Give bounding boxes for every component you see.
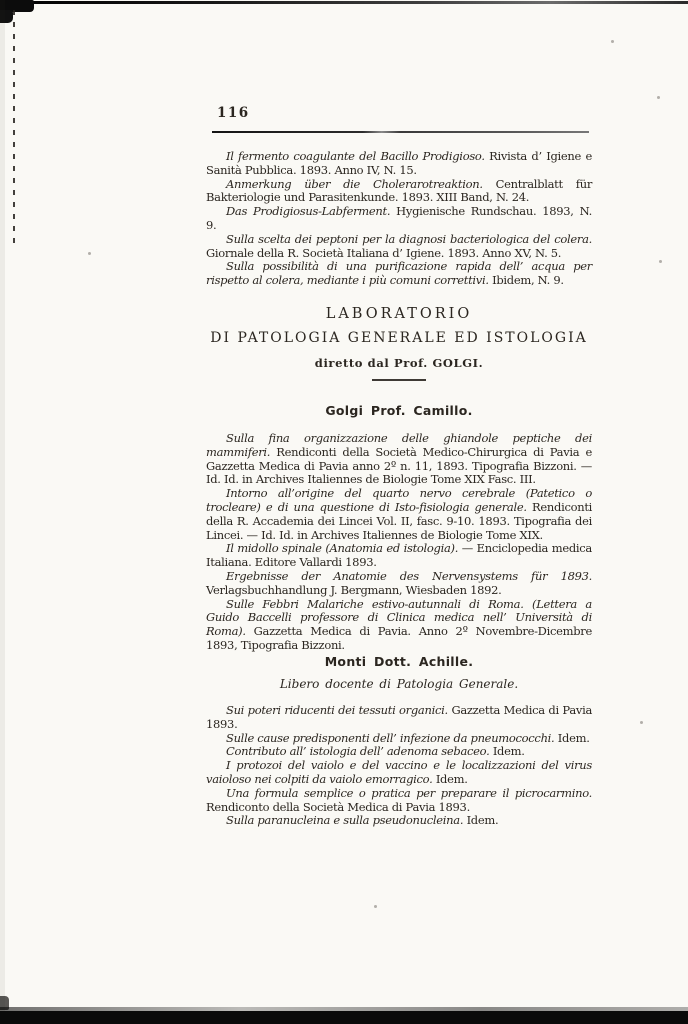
scan-speck bbox=[659, 260, 662, 263]
bibliography-entry bbox=[206, 233, 592, 261]
bibliography-entry bbox=[206, 570, 592, 598]
section-director: diretto dal Prof. GOLGI. bbox=[314, 356, 484, 370]
entry-title: I protozoi del vaiolo e del vaccino e le localizzazioni del virus vaioloso nei colpiti da vaiolo emorragico. bbox=[206, 758, 592, 786]
bibliography-entry bbox=[206, 432, 592, 487]
entry-ref: Idem. bbox=[466, 813, 499, 828]
scan-speck bbox=[657, 96, 660, 99]
author-name-golgi: Golgi Prof. Camillo. bbox=[325, 403, 473, 418]
entry-title: Sui poteri riducenti dei tessuti organici. bbox=[226, 703, 448, 717]
entry-ref: Gazzetta Medica di Pavia. Anno 2º Novembre-Dicembre 1893, Tipografia Bizzoni. bbox=[206, 624, 592, 652]
entry-title: Sulle Febbri Malariche estivo-autunnali di Roma. (Lettera a Guido Baccelli professore di Clinica medica nell’ Università di Roma). bbox=[206, 596, 592, 639]
bibliography-entry bbox=[206, 150, 592, 178]
entry-title: Il midollo spinale (Anatomia ed istologia). bbox=[226, 541, 459, 556]
entry-ref: Idem. bbox=[435, 771, 468, 786]
bibliography-entry bbox=[206, 704, 592, 732]
entry-ref: Giornale della R. Società Italiana d’ Igiene. 1893. Anno XV, N. 5. bbox=[206, 245, 562, 260]
entry-title: Il fermento coagulante del Bacillo Prodigioso. bbox=[226, 149, 485, 163]
bibliography-monti bbox=[206, 704, 592, 828]
bibliography-entry bbox=[206, 598, 592, 653]
section-title-line1: LABORATORIO bbox=[325, 306, 473, 322]
bibliography-entry bbox=[206, 732, 592, 746]
bibliography-golgi bbox=[206, 432, 592, 653]
entry-title: Una formula semplice o pratica per preparare il picrocarmino. bbox=[226, 785, 592, 800]
author-name-monti: Monti Dott. Achille. bbox=[324, 654, 474, 669]
entry-title: Sulla possibilità di una purificazione rapida dell’ acqua per rispetto al colera, mediante i più comuni correttivi. bbox=[206, 259, 592, 288]
entry-title: Contributo all’ istologia dell’ adenoma sebaceo. bbox=[226, 744, 490, 759]
entry-ref: Gazzetta Medica di Pavia 1893. bbox=[206, 703, 593, 731]
entry-ref: Verlagsbuchhandlung J. Bergmann, Wiesbaden 1892. bbox=[206, 582, 502, 597]
section-title-line2: DI PATOLOGIA GENERALE ED ISTOLOGIA bbox=[210, 330, 588, 346]
bibliography-top bbox=[206, 150, 592, 288]
bibliography-entry bbox=[206, 260, 592, 288]
bibliography-entry bbox=[206, 178, 592, 206]
scan-speck bbox=[88, 252, 91, 255]
entry-ref: Rendiconto della Società Medica di Pavia 1893. bbox=[206, 799, 470, 814]
entry-ref: Hygienische Rundschau. 1893, N. 9. bbox=[206, 204, 592, 232]
entry-ref: Rendiconti della Società Medico-Chirurgica di Pavia e Gazzetta Medica di Pavia anno 2º n. 11, 1893. Tipografia Bizzoni. — Id. Id. in Archives Italiennes de Biologie Tome XIX Fasc. III. bbox=[206, 444, 592, 487]
entry-ref: Centralblatt für Bakteriologie und Parasitenkunde. 1893. XIII Band, N. 24. bbox=[206, 176, 593, 205]
bibliography-entry bbox=[206, 787, 592, 815]
entry-ref: — Enciclopedia medica Italiana. Editore Vallardi 1893. bbox=[206, 541, 592, 570]
entry-title: Das Prodigiosus-Labferment. bbox=[226, 204, 391, 219]
scan-speck bbox=[374, 905, 377, 908]
entry-ref: Idem. bbox=[492, 744, 525, 759]
author-role-monti: Libero docente di Patologia Generale. bbox=[279, 677, 519, 691]
scan-speck bbox=[640, 721, 643, 724]
entry-title: Sulla fina organizzazione delle ghiandole peptiche dei mammiferi. bbox=[206, 431, 592, 459]
entry-title: Sulle cause predisponenti dell’ infezione da pneumococchi. bbox=[226, 730, 555, 745]
section-heading bbox=[206, 306, 592, 381]
entry-title: Intorno all’origine del quarto nervo cerebrale (Patetico o trocleare) e di una questione di Isto-fisiologia generale. bbox=[206, 486, 592, 514]
entry-ref: Rendiconti della R. Accademia dei Lincei Vol. II, fasc. 9-10. 1893. Tipografia dei Lincei. — Id. Id. in Archives Italiennes de Biologie Tome XIX. bbox=[206, 499, 593, 542]
bibliography-entry bbox=[206, 745, 592, 759]
entry-ref: Rivista d’ Igiene e Sanità Pubblica. 1893. Anno IV, N. 15. bbox=[206, 149, 592, 177]
entry-ref: Ibidem, N. 9. bbox=[492, 273, 564, 288]
bibliography-entry bbox=[206, 542, 592, 570]
entry-ref: Idem. bbox=[557, 730, 590, 745]
bottom-edge-scan-artifact bbox=[0, 1011, 688, 1024]
left-edge-scratch-artifact bbox=[13, 10, 15, 250]
entry-title: Anmerkung über die Cholerarotreaktion. bbox=[226, 176, 483, 191]
bibliography-entry bbox=[206, 814, 592, 828]
bibliography-entry bbox=[206, 487, 592, 542]
section-divider bbox=[372, 379, 426, 381]
top-edge-scan-artifact bbox=[0, 1, 688, 4]
left-edge-shadow-artifact bbox=[0, 0, 5, 1024]
bibliography-entry bbox=[206, 205, 592, 233]
header-rule bbox=[212, 131, 589, 133]
entry-title: Sulla paranucleina e sulla pseudonucleina. bbox=[226, 813, 464, 828]
scan-speck bbox=[611, 40, 614, 43]
bibliography-entry bbox=[206, 759, 592, 787]
entry-title: Sulla scelta dei peptoni per la diagnosi bacteriologica del colera. bbox=[226, 231, 592, 246]
page-number: 116 bbox=[217, 105, 250, 121]
entry-title: Ergebnisse der Anatomie des Nervensystems für 1893. bbox=[226, 568, 592, 583]
